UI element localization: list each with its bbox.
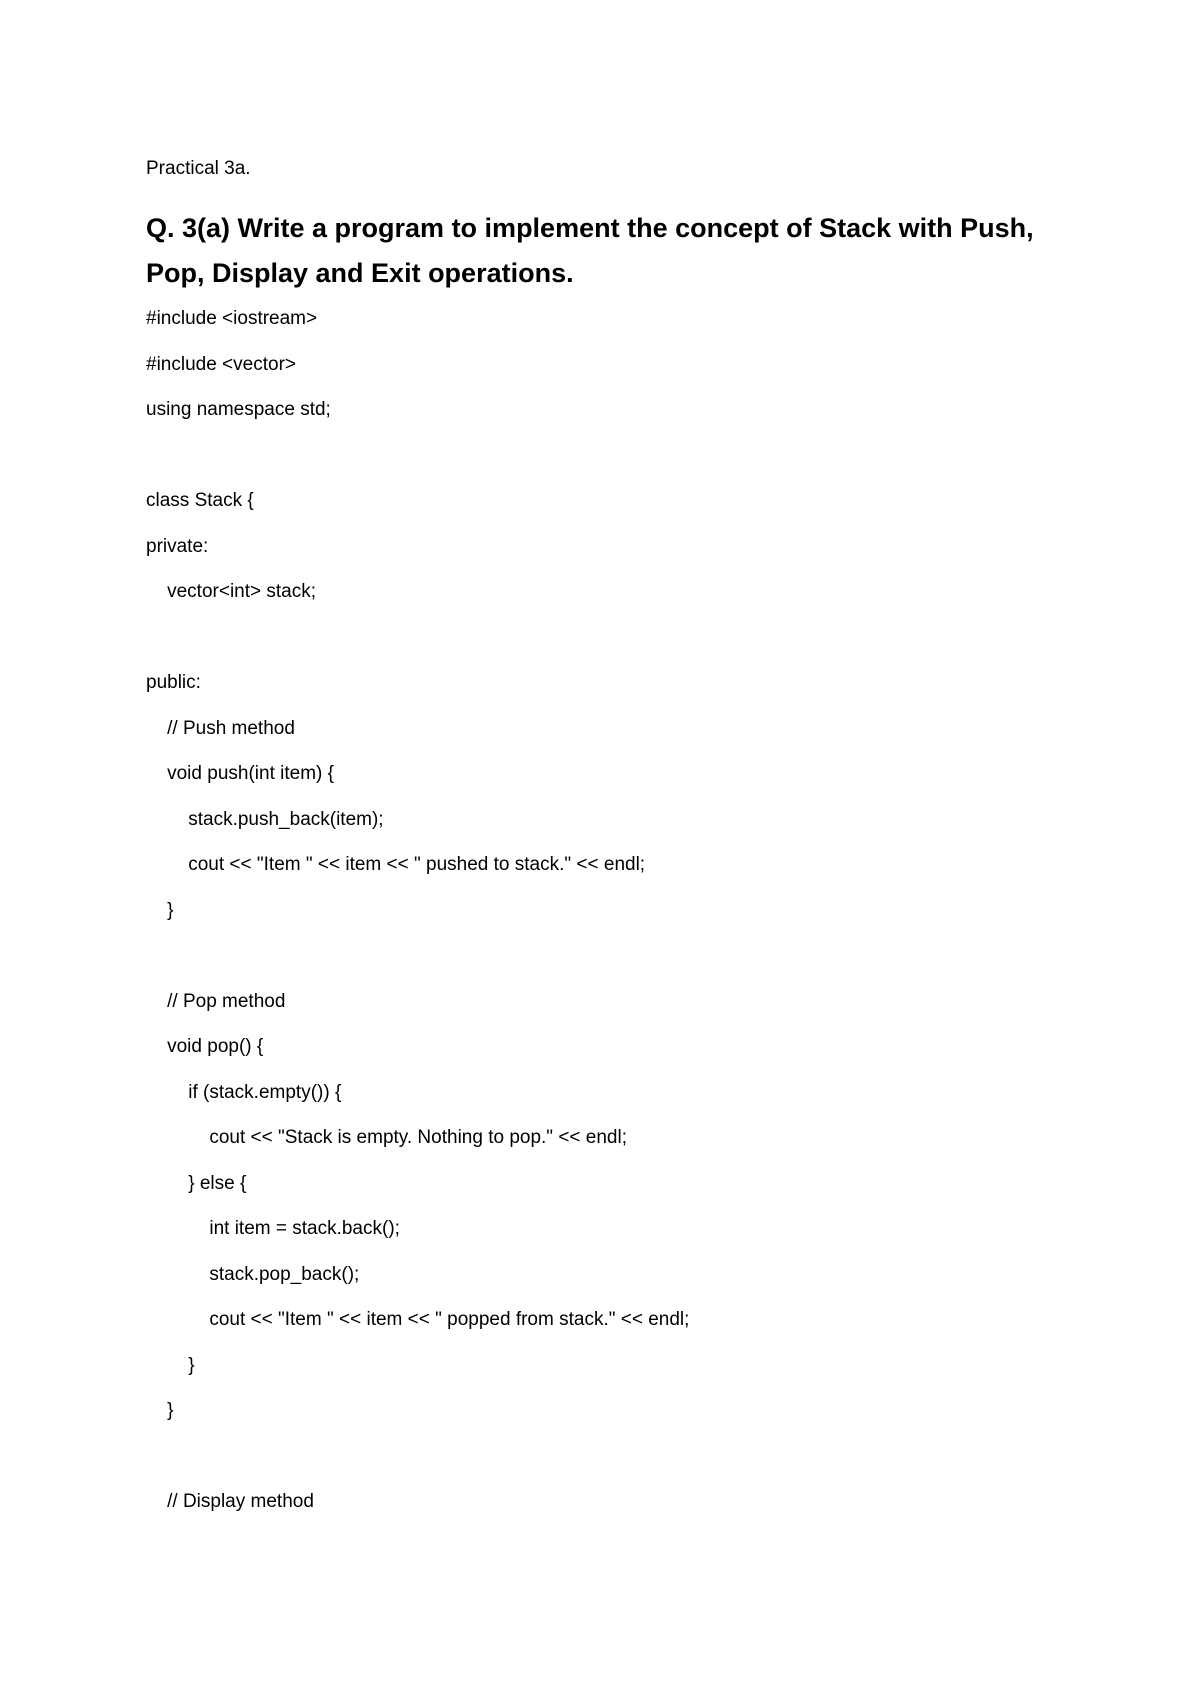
code-line: public:	[146, 672, 201, 693]
code-line: #include <iostream>	[146, 308, 318, 329]
code-line: int item = stack.back();	[146, 1218, 400, 1239]
code-block	[146, 307, 689, 1536]
question-heading: Q. 3(a) Write a program to implement the concept of Stack with Push, Pop, Display and Exit operations.	[146, 213, 1034, 288]
code-line: // Display method	[146, 1491, 314, 1512]
code-line: }	[146, 1354, 195, 1376]
code-line: }	[146, 899, 174, 921]
code-line: stack.pop_back();	[146, 1263, 360, 1285]
code-line: if (stack.empty()) {	[146, 1081, 342, 1103]
practical-label: Practical 3a.	[146, 158, 251, 179]
code-line: cout << "Item " << item << " pushed to stack." << endl;	[146, 854, 646, 875]
code-line: private:	[146, 535, 209, 557]
code-line: cout << "Item " << item << " popped from stack." << endl;	[146, 1309, 690, 1330]
code-line: using namespace std;	[146, 399, 331, 420]
code-line	[146, 626, 689, 672]
code-line: vector<int> stack;	[146, 581, 317, 602]
code-line: // Push method	[146, 717, 295, 739]
code-line	[146, 444, 689, 490]
code-line: // Pop method	[146, 990, 286, 1012]
code-line: class Stack {	[146, 490, 254, 511]
code-line: }	[146, 1400, 174, 1421]
code-line: #include <vector>	[146, 353, 296, 375]
code-line: } else {	[146, 1172, 247, 1194]
code-line	[146, 1445, 689, 1491]
code-line: void push(int item) {	[146, 763, 334, 784]
code-line	[146, 944, 689, 990]
code-line: cout << "Stack is empty. Nothing to pop." << endl;	[146, 1127, 628, 1148]
code-line: void pop() {	[146, 1036, 264, 1057]
code-line: stack.push_back(item);	[146, 808, 384, 830]
